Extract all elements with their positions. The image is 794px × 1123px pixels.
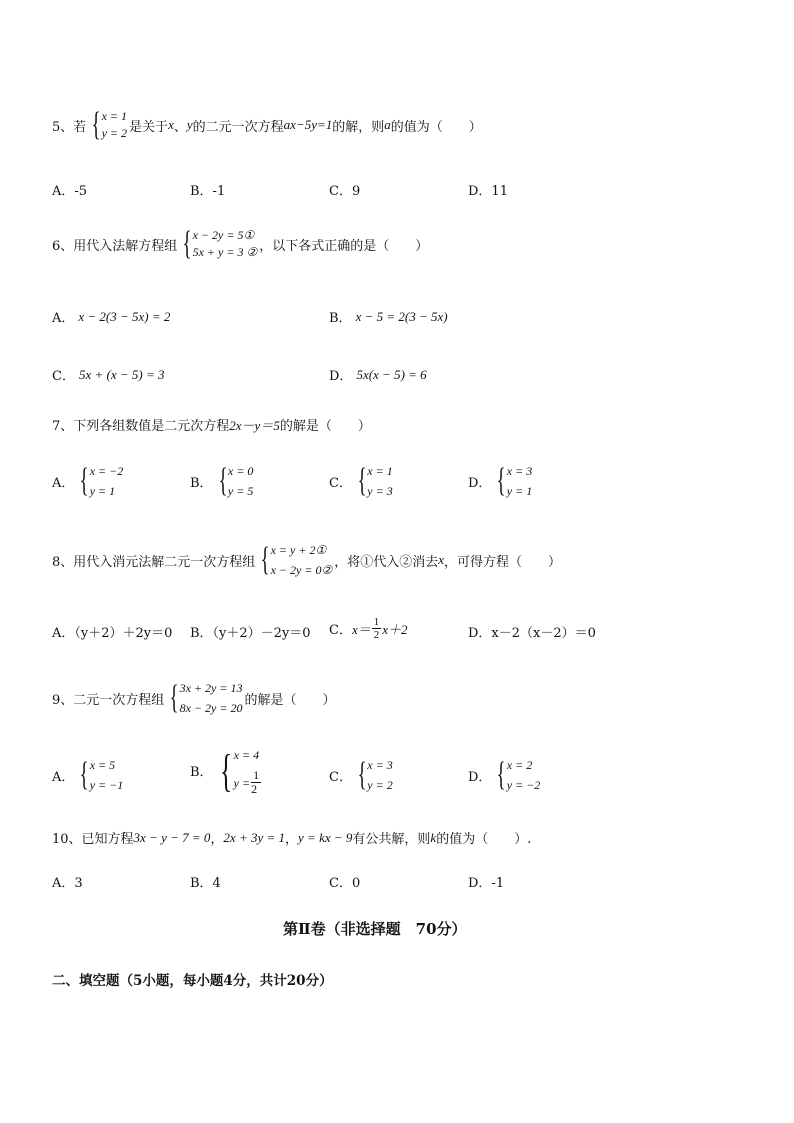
q9-option-a[interactable] <box>52 755 125 795</box>
q9-option-b-system <box>215 745 263 796</box>
q7-option-c-row-2: y = 3 <box>367 484 393 498</box>
q6-option-d[interactable] <box>329 365 427 384</box>
q6-option-a[interactable] <box>52 307 170 326</box>
question-8 <box>52 540 561 580</box>
q5-var-a: a <box>384 117 391 132</box>
q10-text-1: 有公共解，则 <box>352 832 431 847</box>
q5-var-y: y <box>186 117 193 132</box>
q9-option-b-numerator: 1 <box>253 768 260 782</box>
q9-option-c-brace: { <box>357 756 367 793</box>
question-9 <box>52 678 335 718</box>
q9-brace: { <box>169 679 179 716</box>
part-2-title: 第Ⅱ卷（非选择题 70分） <box>283 920 467 938</box>
q8-option-c[interactable] <box>329 616 408 641</box>
q9-option-d-letter: D． <box>468 769 492 785</box>
q7-option-d-row-2: y = 1 <box>506 484 533 498</box>
q8-equation-system <box>257 540 332 580</box>
q8-option-c-denominator: 2 <box>373 629 380 641</box>
q5-sys-row-2: y = 2 <box>101 126 128 140</box>
q7-option-a-system <box>76 461 123 501</box>
q6-option-c-letter: C． <box>52 369 75 384</box>
section-2-heading: 二、填空题（5小题，每小题4分，共计20分） <box>52 973 333 989</box>
q5-var-x: x <box>168 117 174 132</box>
q10-option-c[interactable]: C．0 <box>329 876 361 891</box>
q8-option-c-letter: C． <box>329 623 352 638</box>
q9-sys-row-2: 8x − 2y = 20 <box>179 701 243 715</box>
q7-option-b-system <box>215 461 254 501</box>
q6-equation-system <box>179 227 257 261</box>
q9-option-c[interactable] <box>329 755 395 795</box>
q9-option-b-brace: { <box>219 744 232 796</box>
q6-suffix: ，以下各式正确的是（ ） <box>259 238 429 254</box>
q10-option-b[interactable]: B．4 <box>190 876 221 891</box>
q7-equation: 2x－y＝5 <box>229 418 280 433</box>
q5-option-d[interactable]: D．11 <box>468 184 508 199</box>
q9-option-b-row-2 <box>234 769 262 796</box>
q5-text-2: 的二元一次方程 <box>192 119 284 135</box>
q8-text-2: ，可得方程（ ） <box>444 554 562 570</box>
q7-option-b[interactable] <box>190 461 255 501</box>
q5-option-c[interactable]: C．9 <box>329 184 361 199</box>
q5-text-3: 的解，则 <box>332 119 385 135</box>
q9-option-c-letter: C． <box>329 769 352 785</box>
q7-option-b-row-1: x = 0 <box>227 464 254 478</box>
question-7 <box>52 415 371 434</box>
q7-option-c-letter: C． <box>329 475 352 491</box>
q7-option-c-row-1: x = 1 <box>367 464 393 478</box>
q7-option-b-row-2: y = 5 <box>227 484 254 498</box>
q5-text-1: 是关于 <box>129 119 169 135</box>
q9-option-a-letter: A． <box>52 769 75 785</box>
q6-option-a-expr: x − 2(3 − 5x) = 2 <box>78 308 171 324</box>
q6-brace: { <box>182 225 192 262</box>
q7-prefix: 7、下列各组数值是二元次方程 <box>52 419 230 434</box>
q8-option-c-numerator: 1 <box>373 616 380 628</box>
q5-option-b[interactable]: B．-1 <box>190 184 226 199</box>
q7-option-d-letter: D． <box>468 475 492 491</box>
q7-option-d-brace: { <box>497 462 507 499</box>
q9-suffix: 的解是（ ） <box>244 692 336 708</box>
q8-var-x: x <box>438 552 445 567</box>
q9-option-d-row-1: x = 2 <box>506 758 533 772</box>
q10-var-k: k <box>430 829 437 845</box>
q9-option-a-brace: { <box>80 756 90 793</box>
q10-prefix: 10、已知方程 <box>52 832 134 847</box>
q5-brace: { <box>91 106 101 143</box>
q6-option-c[interactable] <box>52 365 164 384</box>
q8-sys-row-2: x − 2y = 0② <box>270 563 333 577</box>
q10-sep-1: ， <box>210 832 224 847</box>
q7-option-c-brace: { <box>357 462 367 499</box>
q6-option-b[interactable] <box>329 307 448 326</box>
q9-option-a-row-1: x = 5 <box>89 758 116 772</box>
q10-option-d[interactable]: D．-1 <box>468 876 505 891</box>
q8-prefix: 8、用代入消元法解二元一次方程组 <box>52 554 256 570</box>
q5-equation: ax−5y=1 <box>283 117 333 132</box>
q9-option-d-row-2: y = −2 <box>506 778 541 792</box>
q8-sys-row-1: x = y + 2① <box>270 543 327 557</box>
q10-option-a[interactable]: A．3 <box>52 876 83 891</box>
q6-sys-row-2: 5x + y = 3 ② <box>192 245 258 259</box>
question-5 <box>52 108 482 142</box>
q9-option-d-system <box>493 755 540 795</box>
q8-option-d[interactable]: D．x－2（x－2）＝0 <box>468 626 596 641</box>
q9-option-c-row-2: y = 2 <box>367 778 393 792</box>
q9-equation-system <box>166 678 242 718</box>
q7-option-d-system <box>493 461 532 501</box>
q6-option-a-letter: A． <box>52 311 75 326</box>
q7-option-a-row-1: x = −2 <box>89 464 124 478</box>
q9-option-b-fraction <box>251 769 261 796</box>
q6-option-c-expr: 5x + (x − 5) = 3 <box>78 366 165 382</box>
q9-option-a-system <box>76 755 123 795</box>
q7-option-a-brace: { <box>80 462 90 499</box>
q9-option-b-row-2-lhs: y = <box>233 775 251 790</box>
q8-option-a[interactable]: A．（y＋2）＋2y＝0 <box>52 626 173 641</box>
q7-option-c-system <box>354 461 393 501</box>
q9-option-a-row-2: y = −1 <box>89 778 124 792</box>
q8-option-c-fraction <box>372 616 382 641</box>
q6-prefix: 6、用代入法解方程组 <box>52 238 178 254</box>
q7-option-d[interactable] <box>468 461 534 501</box>
q10-text-2: 的值为（ ）. <box>436 832 532 847</box>
q7-option-a[interactable] <box>52 461 125 501</box>
q6-sys-row-1: x − 2y = 5① <box>192 228 255 242</box>
q9-prefix: 9、二元一次方程组 <box>52 692 165 708</box>
q7-option-a-row-2: y = 1 <box>89 484 116 498</box>
q9-option-b-row-1: x = 4 <box>233 748 260 762</box>
q9-option-d-brace: { <box>497 756 507 793</box>
q6-option-b-letter: B． <box>329 311 352 326</box>
q9-option-b-letter: B． <box>190 765 213 780</box>
q6-option-d-letter: D． <box>329 369 353 384</box>
q10-equation-1: 3x − y − 7 = 0 <box>133 829 211 845</box>
q6-option-d-expr: 5x(x − 5) = 6 <box>356 366 427 382</box>
q7-option-c[interactable] <box>329 461 395 501</box>
q9-option-c-row-1: x = 3 <box>367 758 393 772</box>
q7-option-b-brace: { <box>218 462 228 499</box>
q5-option-a[interactable]: A．-5 <box>52 184 88 199</box>
q5-sys-row-1: x = 1 <box>101 109 128 123</box>
q10-sep-2: ， <box>285 832 299 847</box>
q9-option-c-system <box>354 755 393 795</box>
q5-number: 5、若 <box>52 119 87 135</box>
q5-equation-system <box>88 108 127 142</box>
q8-option-b[interactable]: B．（y＋2）－2y＝0 <box>190 626 311 641</box>
q7-option-b-letter: B． <box>190 475 213 491</box>
question-6 <box>52 227 428 261</box>
q8-option-c-rhs: x＋2 <box>382 622 408 637</box>
q9-option-b[interactable] <box>190 745 264 796</box>
q5-text-4: 的值为（ ） <box>390 119 482 135</box>
q7-suffix: 的解是（ ） <box>279 419 371 434</box>
q8-option-c-lhs: x＝ <box>351 622 371 637</box>
question-10 <box>52 828 531 847</box>
q9-option-b-denominator: 2 <box>251 782 258 796</box>
q8-text-1: ，将①代入②消去 <box>334 554 439 570</box>
q9-option-d[interactable] <box>468 755 542 795</box>
q10-equation-2: 2x + 3y = 1 <box>223 829 286 845</box>
q10-equation-3: y = kx − 9 <box>298 829 353 845</box>
q9-sys-row-1: 3x + 2y = 13 <box>179 681 243 695</box>
q8-brace: { <box>260 541 270 578</box>
q7-option-a-letter: A． <box>52 475 75 491</box>
q7-option-d-row-1: x = 3 <box>506 464 533 478</box>
q5-sep: 、 <box>173 119 187 135</box>
q6-option-b-expr: x − 5 = 2(3 − 5x) <box>355 308 448 324</box>
